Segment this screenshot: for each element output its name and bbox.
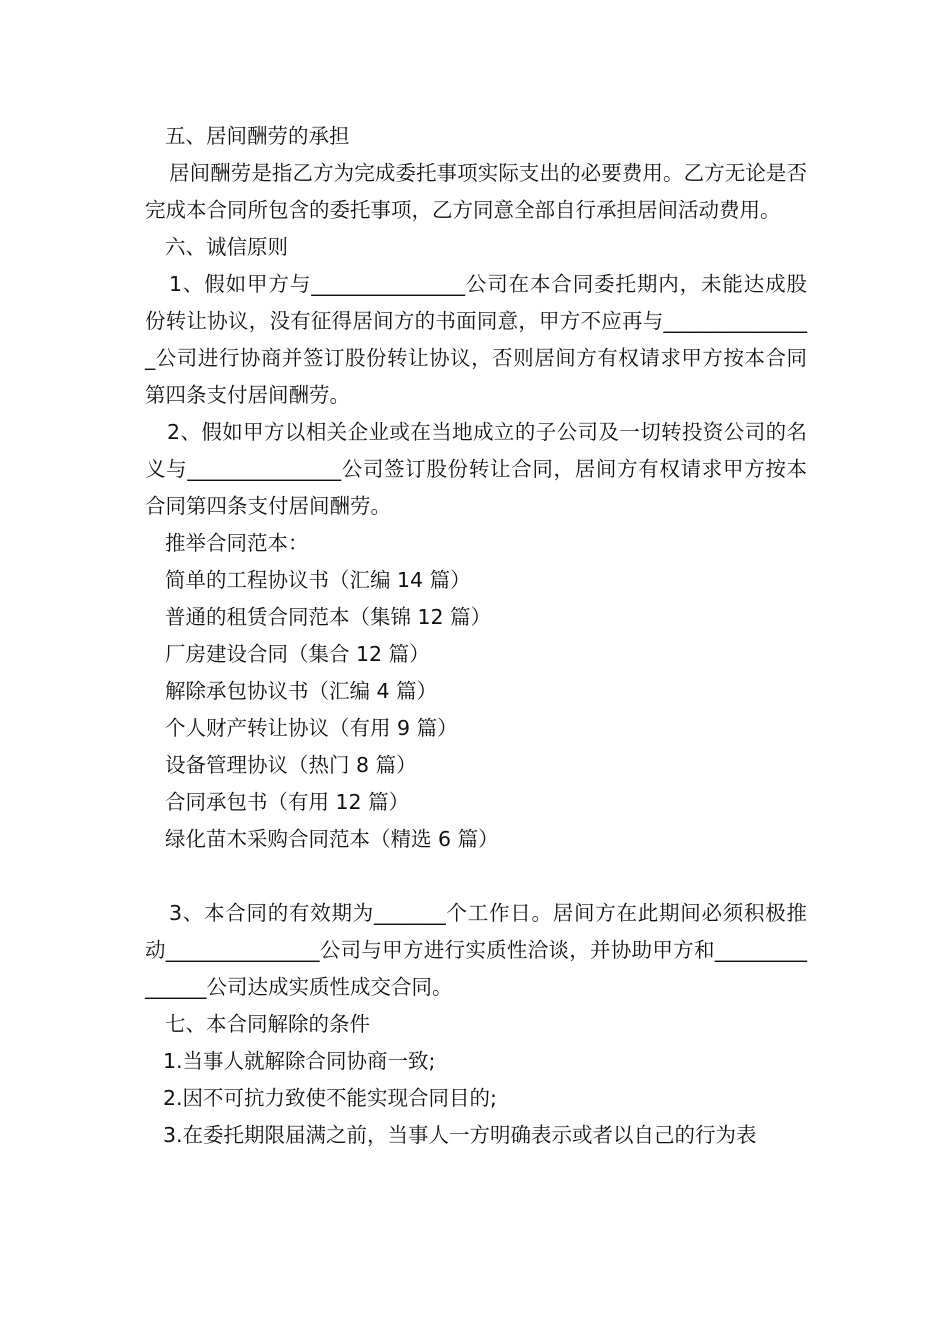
- recommend-item[interactable]: 解除承包协议书（汇编 4 篇）: [165, 679, 438, 703]
- section-5-heading: 五、居间酬劳的承担: [165, 124, 350, 148]
- section-7-item: 2.因不可抗力致使不能实现合同目的;: [163, 1086, 497, 1110]
- blank-line: [145, 858, 807, 895]
- recommend-item[interactable]: 合同承包书（有用 12 篇）: [165, 790, 410, 814]
- recommend-item[interactable]: 设备管理协议（热门 8 篇）: [165, 753, 417, 777]
- section-7-heading: 七、本合同解除的条件: [165, 1012, 370, 1036]
- section-6-clause-2: 2、假如甲方以相关企业或在当地成立的子公司及一切转投资公司的名义与_______________公司签订股份转让合同，居间方有权请求甲方按本合同第四条支付居间酬劳。: [145, 420, 807, 518]
- section-7-item: 3.在委托期限届满之前，当事人一方明确表示或者以自己的行为表: [163, 1123, 757, 1147]
- recommend-item[interactable]: 厂房建设合同（集合 12 篇）: [165, 642, 430, 666]
- section-6-heading: 六、诚信原则: [165, 235, 288, 259]
- section-5-body: 居间酬劳是指乙方为完成委托事项实际支出的必要费用。乙方无论是否完成本合同所包含的委托事项，乙方同意全部自行承担居间活动费用。: [145, 161, 807, 222]
- recommend-item[interactable]: 绿化苗木采购合同范本（精选 6 篇）: [165, 827, 499, 851]
- recommend-item[interactable]: 个人财产转让协议（有用 9 篇）: [165, 716, 458, 740]
- document-content: [145, 118, 807, 1154]
- section-7-item: 1.当事人就解除合同协商一致;: [163, 1049, 436, 1073]
- section-6-clause-1: 1、假如甲方与_______________公司在本合同委托期内，未能达成股份转让协议，没有征得居间方的书面同意，甲方不应再与_______________公司进行协商并签订股份转让协议，否则居间方有权请求甲方按本合同第四条支付居间酬劳。: [145, 272, 807, 407]
- recommend-item[interactable]: 简单的工程协议书（汇编 14 篇）: [165, 568, 471, 592]
- recommend-heading: 推举合同范本：: [165, 531, 309, 555]
- clause-3: 3、本合同的有效期为_______个工作日。居间方在此期间必须积极推动_______________公司与甲方进行实质性洽谈，并协助甲方和_______________公司达成实质性成交合同。: [145, 901, 807, 999]
- recommend-item[interactable]: 普通的租赁合同范本（集锦 12 篇）: [165, 605, 492, 629]
